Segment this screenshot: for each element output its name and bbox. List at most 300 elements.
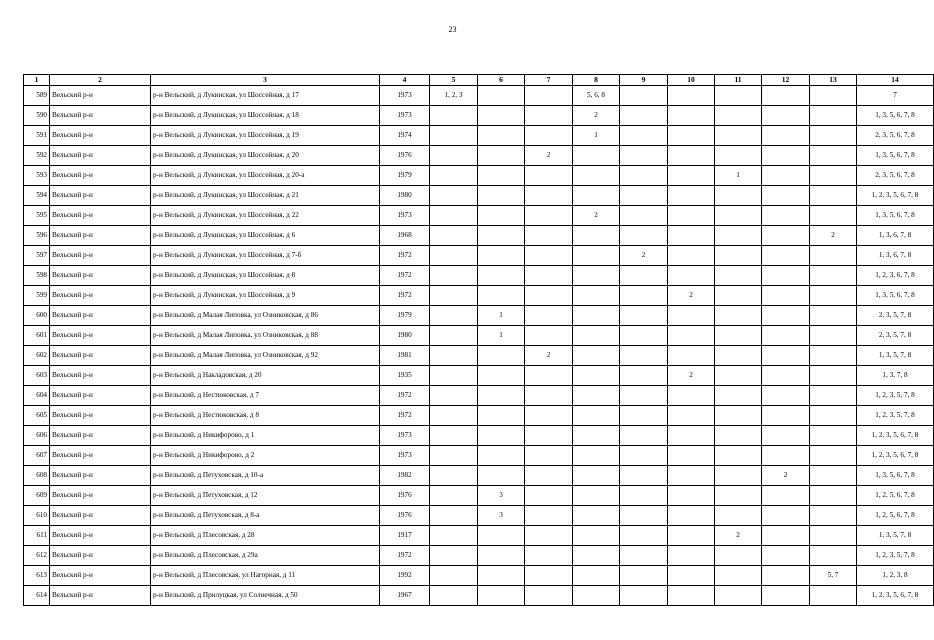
table-cell: Вельский р-н bbox=[50, 586, 151, 606]
table-cell bbox=[668, 86, 715, 106]
table-cell: 1, 2, 3, 6, 7, 8 bbox=[857, 266, 934, 286]
table-cell bbox=[478, 366, 525, 386]
table-cell: Вельский р-н bbox=[50, 146, 151, 166]
table-cell bbox=[715, 366, 762, 386]
column-header: 3 bbox=[151, 75, 380, 86]
table-cell: Вельский р-н bbox=[50, 526, 151, 546]
table-cell bbox=[430, 206, 478, 226]
table-cell bbox=[430, 466, 478, 486]
table-cell bbox=[478, 226, 525, 246]
table-cell: 1982 bbox=[380, 466, 430, 486]
table-cell bbox=[573, 146, 620, 166]
table-row bbox=[24, 446, 934, 466]
table-cell: р-н Вельский, д Плесовская, д 29а bbox=[151, 546, 380, 566]
table-row bbox=[24, 306, 934, 326]
table-cell bbox=[762, 366, 810, 386]
column-header: 6 bbox=[478, 75, 525, 86]
table-row bbox=[24, 266, 934, 286]
table-row bbox=[24, 526, 934, 546]
table-cell: 1, 2, 5, 6, 7, 8 bbox=[857, 506, 934, 526]
table-cell: р-н Вельский, д Малая Липовка, ул Озниковская, д 86 bbox=[151, 306, 380, 326]
table-cell bbox=[715, 286, 762, 306]
table-cell bbox=[762, 426, 810, 446]
table-cell: 601 bbox=[24, 326, 50, 346]
table-cell bbox=[762, 146, 810, 166]
table-cell bbox=[715, 546, 762, 566]
table-cell bbox=[430, 346, 478, 366]
table-cell: 613 bbox=[24, 566, 50, 586]
table-cell bbox=[762, 526, 810, 546]
table-cell bbox=[762, 386, 810, 406]
table-cell: 1 bbox=[573, 126, 620, 146]
table-cell bbox=[668, 166, 715, 186]
table-cell: Вельский р-н bbox=[50, 366, 151, 386]
table-cell bbox=[762, 546, 810, 566]
table-cell bbox=[525, 326, 573, 346]
table-row bbox=[24, 286, 934, 306]
table-row bbox=[24, 366, 934, 386]
table-cell: р-н Вельский, д Накладовская, д 20 bbox=[151, 366, 380, 386]
table-cell: 1, 2, 3, 5, 7, 8 bbox=[857, 406, 934, 426]
table-cell bbox=[715, 506, 762, 526]
table-cell bbox=[762, 246, 810, 266]
table-cell: 2 bbox=[762, 466, 810, 486]
table-cell bbox=[810, 146, 857, 166]
table-cell bbox=[620, 266, 668, 286]
table-row bbox=[24, 326, 934, 346]
table-cell bbox=[620, 406, 668, 426]
table-row bbox=[24, 386, 934, 406]
table-cell bbox=[762, 166, 810, 186]
table-cell: Вельский р-н bbox=[50, 406, 151, 426]
table-cell bbox=[668, 106, 715, 126]
table-cell: 1972 bbox=[380, 246, 430, 266]
table-cell: р-н Вельский, д Малая Липовка, ул Озниковская, д 92 bbox=[151, 346, 380, 366]
housing-registry-table bbox=[23, 74, 934, 606]
table-cell: 1, 3, 6, 7, 8 bbox=[857, 226, 934, 246]
table-cell bbox=[668, 566, 715, 586]
table-cell: р-н Вельский, д Лукинская, ул Шоссейная, д 20-а bbox=[151, 166, 380, 186]
table-cell: 1973 bbox=[380, 86, 430, 106]
table-cell: 1967 bbox=[380, 586, 430, 606]
table-cell: 2, 3, 5, 7, 8 bbox=[857, 306, 934, 326]
table-cell bbox=[668, 506, 715, 526]
table-cell bbox=[620, 106, 668, 126]
table-cell bbox=[715, 246, 762, 266]
table-cell: Вельский р-н bbox=[50, 446, 151, 466]
table-row bbox=[24, 406, 934, 426]
table-cell: 1972 bbox=[380, 546, 430, 566]
table-cell bbox=[668, 346, 715, 366]
table-cell: 1, 3, 5, 6, 7, 8 bbox=[857, 286, 934, 306]
table-cell: 1992 bbox=[380, 566, 430, 586]
table-cell bbox=[715, 566, 762, 586]
table-cell: 5, 7 bbox=[810, 566, 857, 586]
table-cell bbox=[810, 186, 857, 206]
table-cell bbox=[810, 406, 857, 426]
table-cell: р-н Вельский, д Прилуцкая, ул Солнечная, д 50 bbox=[151, 586, 380, 606]
table-cell: 1976 bbox=[380, 506, 430, 526]
table-cell: р-н Вельский, д Лукинская, ул Шоссейная, д 20 bbox=[151, 146, 380, 166]
table-cell: Вельский р-н bbox=[50, 166, 151, 186]
table-cell bbox=[810, 86, 857, 106]
table-cell: 1, 3, 7, 8 bbox=[857, 366, 934, 386]
table-cell bbox=[525, 126, 573, 146]
table-cell: 1, 2, 3, 5, 6, 7, 8 bbox=[857, 586, 934, 606]
table-cell bbox=[525, 386, 573, 406]
column-header: 8 bbox=[573, 75, 620, 86]
table-row bbox=[24, 246, 934, 266]
table-cell: 1, 2, 3, 5, 7, 8 bbox=[857, 546, 934, 566]
table-cell: 1968 bbox=[380, 226, 430, 246]
table-body bbox=[24, 86, 934, 606]
table-row bbox=[24, 486, 934, 506]
table-cell bbox=[715, 146, 762, 166]
table-row bbox=[24, 346, 934, 366]
table-cell: 614 bbox=[24, 586, 50, 606]
table-cell bbox=[762, 106, 810, 126]
table-cell: 2, 3, 5, 7, 8 bbox=[857, 326, 934, 346]
table-cell: 605 bbox=[24, 406, 50, 426]
table-cell bbox=[430, 386, 478, 406]
table-cell bbox=[573, 446, 620, 466]
table-cell bbox=[430, 586, 478, 606]
table-cell bbox=[478, 186, 525, 206]
table-cell bbox=[762, 326, 810, 346]
table-cell bbox=[668, 466, 715, 486]
table-cell: 1972 bbox=[380, 266, 430, 286]
table-cell bbox=[430, 306, 478, 326]
table-cell bbox=[715, 446, 762, 466]
table-cell bbox=[715, 466, 762, 486]
table-cell: 606 bbox=[24, 426, 50, 446]
table-cell bbox=[573, 326, 620, 346]
table-cell bbox=[668, 266, 715, 286]
table-cell: 1980 bbox=[380, 186, 430, 206]
table-cell bbox=[478, 406, 525, 426]
table-cell bbox=[525, 506, 573, 526]
table-cell bbox=[525, 266, 573, 286]
table-cell bbox=[478, 126, 525, 146]
table-cell: р-н Вельский, д Лукинская, ул Шоссейная, д 21 bbox=[151, 186, 380, 206]
column-header: 11 bbox=[715, 75, 762, 86]
column-header: 12 bbox=[762, 75, 810, 86]
table-cell bbox=[478, 546, 525, 566]
table-row bbox=[24, 146, 934, 166]
table-cell bbox=[573, 286, 620, 306]
table-cell bbox=[810, 206, 857, 226]
table-cell: 600 bbox=[24, 306, 50, 326]
table-cell: 1973 bbox=[380, 206, 430, 226]
table-cell bbox=[715, 486, 762, 506]
table-cell bbox=[620, 86, 668, 106]
table-cell bbox=[762, 566, 810, 586]
table-cell bbox=[430, 426, 478, 446]
table-cell bbox=[525, 406, 573, 426]
table-cell: 1, 3, 5, 7, 8 bbox=[857, 346, 934, 366]
table-cell bbox=[430, 506, 478, 526]
table-cell: 604 bbox=[24, 386, 50, 406]
table-cell bbox=[478, 386, 525, 406]
table-cell bbox=[620, 326, 668, 346]
table-cell bbox=[810, 506, 857, 526]
table-cell bbox=[620, 446, 668, 466]
table-cell: р-н Вельский, д Лукинская, ул Шоссейная, д 22 bbox=[151, 206, 380, 226]
table-cell bbox=[810, 166, 857, 186]
table-row bbox=[24, 166, 934, 186]
table-cell bbox=[478, 106, 525, 126]
table-cell bbox=[810, 126, 857, 146]
table-cell: 590 bbox=[24, 106, 50, 126]
table-row bbox=[24, 126, 934, 146]
table-row bbox=[24, 86, 934, 106]
table-cell: р-н Вельский, д Малая Липовка, ул Озниковская, д 88 bbox=[151, 326, 380, 346]
table-cell bbox=[620, 146, 668, 166]
table-cell bbox=[525, 206, 573, 226]
table-cell: 1, 2, 3, 5, 6, 7, 8 bbox=[857, 426, 934, 446]
table-cell: 1, 2, 3, 8 bbox=[857, 566, 934, 586]
table-cell bbox=[715, 306, 762, 326]
table-cell: 1980 bbox=[380, 326, 430, 346]
table-cell: 2, 3, 5, 6, 7, 8 bbox=[857, 126, 934, 146]
table-cell: р-н Вельский, д Лукинская, ул Шоссейная, д 9 bbox=[151, 286, 380, 306]
table-cell bbox=[762, 586, 810, 606]
table-cell: 599 bbox=[24, 286, 50, 306]
table-cell: 1 bbox=[715, 166, 762, 186]
table-cell bbox=[525, 226, 573, 246]
table-cell: 1, 2, 3 bbox=[430, 86, 478, 106]
table-cell bbox=[573, 166, 620, 186]
table-cell bbox=[620, 506, 668, 526]
table-row bbox=[24, 506, 934, 526]
table-cell: Вельский р-н bbox=[50, 266, 151, 286]
table-cell bbox=[525, 466, 573, 486]
column-header: 14 bbox=[857, 75, 934, 86]
table-cell bbox=[430, 406, 478, 426]
table-cell: 589 bbox=[24, 86, 50, 106]
table-cell bbox=[668, 586, 715, 606]
table-cell bbox=[478, 206, 525, 226]
table-cell: 1, 3, 5, 6, 7, 8 bbox=[857, 466, 934, 486]
table-cell: 2 bbox=[715, 526, 762, 546]
table-cell: Вельский р-н bbox=[50, 486, 151, 506]
table-cell bbox=[478, 526, 525, 546]
table-cell: 1, 3, 6, 7, 8 bbox=[857, 246, 934, 266]
table-cell: Вельский р-н bbox=[50, 206, 151, 226]
table-cell: Вельский р-н bbox=[50, 186, 151, 206]
table-cell: 1976 bbox=[380, 486, 430, 506]
table-cell: 1 bbox=[478, 306, 525, 326]
table-cell bbox=[620, 386, 668, 406]
column-header: 7 bbox=[525, 75, 573, 86]
table-cell: 1 bbox=[478, 326, 525, 346]
table-cell: р-н Вельский, д Лукинская, ул Шоссейная, д 18 bbox=[151, 106, 380, 126]
table-cell bbox=[715, 86, 762, 106]
table-cell: 2 bbox=[525, 146, 573, 166]
table-cell bbox=[762, 486, 810, 506]
table-cell: 2 bbox=[810, 226, 857, 246]
table-cell bbox=[810, 486, 857, 506]
table-cell bbox=[620, 286, 668, 306]
table-cell bbox=[762, 286, 810, 306]
table-cell: 607 bbox=[24, 446, 50, 466]
table-cell bbox=[573, 386, 620, 406]
table-cell: 1979 bbox=[380, 166, 430, 186]
column-header: 2 bbox=[50, 75, 151, 86]
table-cell: р-н Вельский, д Петуховская, д 8-а bbox=[151, 506, 380, 526]
table-cell bbox=[715, 206, 762, 226]
table-cell: р-н Вельский, д Никифорово, д 1 bbox=[151, 426, 380, 446]
table-cell bbox=[715, 226, 762, 246]
table-cell bbox=[430, 146, 478, 166]
table-row bbox=[24, 186, 934, 206]
table-cell: р-н Вельский, д Петуховская, д 12 bbox=[151, 486, 380, 506]
table-cell: 592 bbox=[24, 146, 50, 166]
table-cell bbox=[573, 186, 620, 206]
table-cell: 1974 bbox=[380, 126, 430, 146]
table-cell: р-н Вельский, д Лукинская, ул Шоссейная, д 7-б bbox=[151, 246, 380, 266]
table-cell: 593 bbox=[24, 166, 50, 186]
table-cell bbox=[810, 326, 857, 346]
table-cell bbox=[573, 246, 620, 266]
table-cell bbox=[573, 506, 620, 526]
table-cell: 598 bbox=[24, 266, 50, 286]
table-cell bbox=[810, 246, 857, 266]
table-cell: 2 bbox=[668, 366, 715, 386]
table-cell: 3 bbox=[478, 506, 525, 526]
table-cell: 595 bbox=[24, 206, 50, 226]
table-cell bbox=[715, 106, 762, 126]
table-cell bbox=[620, 546, 668, 566]
table-cell bbox=[668, 526, 715, 546]
table-cell bbox=[668, 126, 715, 146]
table-cell bbox=[573, 306, 620, 326]
table-cell bbox=[478, 346, 525, 366]
table-row bbox=[24, 566, 934, 586]
table-cell bbox=[478, 146, 525, 166]
table-cell bbox=[525, 246, 573, 266]
table-cell bbox=[525, 446, 573, 466]
table-cell: 2 bbox=[620, 246, 668, 266]
table-cell: 1, 2, 5, 6, 7, 8 bbox=[857, 486, 934, 506]
table-cell bbox=[810, 526, 857, 546]
table-cell bbox=[620, 306, 668, 326]
table-cell bbox=[620, 226, 668, 246]
table-cell: 594 bbox=[24, 186, 50, 206]
table-cell bbox=[620, 346, 668, 366]
table-cell: 1972 bbox=[380, 286, 430, 306]
table-cell: 597 bbox=[24, 246, 50, 266]
table-cell bbox=[525, 86, 573, 106]
table-cell bbox=[478, 266, 525, 286]
table-cell: р-н Вельский, д Лукинская, ул Шоссейная, д 17 bbox=[151, 86, 380, 106]
table-cell: р-н Вельский, д Лукинская, ул Шоссейная, д 8 bbox=[151, 266, 380, 286]
table-cell: 1, 3, 5, 6, 7, 8 bbox=[857, 106, 934, 126]
table-cell bbox=[430, 226, 478, 246]
table-cell bbox=[715, 426, 762, 446]
column-header: 9 bbox=[620, 75, 668, 86]
table-cell bbox=[478, 426, 525, 446]
table-cell bbox=[620, 126, 668, 146]
table-row bbox=[24, 226, 934, 246]
table-cell: р-н Вельский, д Нестюковская, д 7 bbox=[151, 386, 380, 406]
table-cell bbox=[525, 546, 573, 566]
table-cell bbox=[573, 366, 620, 386]
table-cell: 1979 bbox=[380, 306, 430, 326]
table-cell bbox=[762, 186, 810, 206]
table-cell bbox=[525, 166, 573, 186]
table-cell: Вельский р-н bbox=[50, 546, 151, 566]
table-cell: р-н Вельский, д Лукинская, ул Шоссейная, д 19 bbox=[151, 126, 380, 146]
table-cell: 1976 bbox=[380, 146, 430, 166]
table-cell: Вельский р-н bbox=[50, 286, 151, 306]
page-number: 23 bbox=[448, 25, 457, 34]
table-row bbox=[24, 426, 934, 446]
table-cell bbox=[668, 546, 715, 566]
table-cell: 5, 6, 8 bbox=[573, 86, 620, 106]
table-cell bbox=[478, 466, 525, 486]
table-cell bbox=[620, 426, 668, 446]
table-cell: р-н Вельский, д Плесовская, д 28 bbox=[151, 526, 380, 546]
table-cell: Вельский р-н bbox=[50, 86, 151, 106]
table-cell bbox=[620, 366, 668, 386]
table-cell bbox=[430, 446, 478, 466]
table-cell bbox=[668, 306, 715, 326]
table-cell: 1, 2, 3, 5, 6, 7, 8 bbox=[857, 446, 934, 466]
table-cell bbox=[762, 306, 810, 326]
table-cell: 603 bbox=[24, 366, 50, 386]
table-cell: 608 bbox=[24, 466, 50, 486]
table-cell bbox=[620, 206, 668, 226]
table-cell: р-н Вельский, д Лукинская, ул Шоссейная, д 6 bbox=[151, 226, 380, 246]
table-cell bbox=[430, 546, 478, 566]
table-cell bbox=[478, 566, 525, 586]
table-cell: Вельский р-н bbox=[50, 566, 151, 586]
table-cell bbox=[810, 346, 857, 366]
table-cell: 2 bbox=[573, 106, 620, 126]
table-cell bbox=[762, 226, 810, 246]
table-row bbox=[24, 586, 934, 606]
table-cell bbox=[715, 266, 762, 286]
table-row bbox=[24, 466, 934, 486]
table-cell: р-н Вельский, д Петуховская, д 10-а bbox=[151, 466, 380, 486]
table-cell: 1, 2, 3, 5, 6, 7, 8 bbox=[857, 186, 934, 206]
table-cell: Вельский р-н bbox=[50, 246, 151, 266]
table-cell bbox=[478, 86, 525, 106]
table-cell: 1972 bbox=[380, 386, 430, 406]
table-cell: Вельский р-н bbox=[50, 326, 151, 346]
table-cell: 610 bbox=[24, 506, 50, 526]
table-cell bbox=[810, 286, 857, 306]
table-row bbox=[24, 546, 934, 566]
table-cell: 611 bbox=[24, 526, 50, 546]
table-cell bbox=[810, 546, 857, 566]
table-cell bbox=[620, 186, 668, 206]
table-cell bbox=[573, 586, 620, 606]
table-cell bbox=[573, 266, 620, 286]
table-cell bbox=[762, 206, 810, 226]
table-cell bbox=[525, 486, 573, 506]
column-header: 5 bbox=[430, 75, 478, 86]
table-cell bbox=[810, 446, 857, 466]
table-cell bbox=[478, 446, 525, 466]
table-cell: 1, 2, 3, 5, 7, 8 bbox=[857, 386, 934, 406]
table-cell bbox=[430, 186, 478, 206]
table-cell bbox=[525, 366, 573, 386]
table-cell bbox=[762, 446, 810, 466]
table-cell bbox=[525, 526, 573, 546]
table-cell: Вельский р-н bbox=[50, 386, 151, 406]
